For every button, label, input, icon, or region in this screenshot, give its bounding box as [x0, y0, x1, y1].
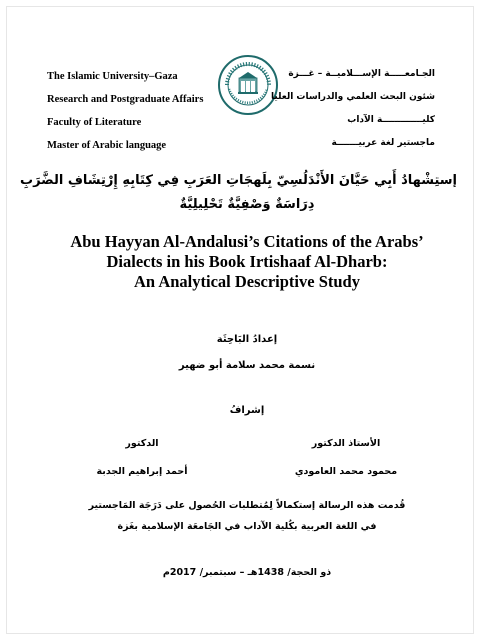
thesis-title-arabic: [20, 169, 457, 217]
faculty-name-en: Faculty of Literature: [47, 117, 142, 128]
header-arabic: [265, 63, 435, 155]
thesis-title-english: [27, 232, 467, 292]
title-ar-line-1: إستِشْهادُ أَبِي حَيَّانَ الأَنْدَلُسِيّ بِلَهجَاتِ العَرَبِ فِي كِتَابِهِ إِرْتِشَافِ الضَّرَبِ: [20, 173, 457, 188]
preparer-label: إعدادُ البَاحِثَة: [216, 334, 278, 345]
document-page: [6, 6, 474, 634]
supervisor-secondary-title: الدكتور: [125, 438, 159, 449]
preparer-block: [107, 327, 387, 379]
program-name-en: Master of Arabic language: [47, 140, 167, 151]
affairs-name-ar: شئون البحث العلمي والدراسات العليا: [271, 92, 435, 102]
submission-line-2: في اللغة العربية بكُلية الآداب في الجَامعَة الإسلامية بغَزة: [117, 521, 377, 532]
university-name-ar: الجـامعـــــة الإســـلاميــة – غـــزة: [288, 69, 435, 79]
faculty-name-ar: كليـــــــــــــة الآداب: [347, 115, 435, 125]
program-name-ar: ماجستير لغة عربيـــــــة: [331, 138, 435, 148]
header-english: [47, 65, 222, 157]
submission-date: ذو الحجة/ 1438هـ – سبتمبر/ 2017م: [162, 567, 332, 578]
affairs-name-en: Research and Postgraduate Affairs: [47, 94, 204, 105]
supervisor-secondary-name: أحمد إبراهيم الجدبة: [96, 466, 188, 477]
supervision-label: إشرافُ: [229, 405, 265, 416]
supervisor-secondary: [67, 430, 217, 486]
submission-line-1: قُدمت هذه الرسالة إستكمالاً لِمُتطلبات الحُصول على دَرَجَة المَاجستير: [88, 500, 406, 511]
supervisor-primary-title: الأستاذ الدكتور: [311, 438, 381, 449]
university-name-en: The Islamic University–Gaza: [47, 71, 178, 82]
title-en-line-1: Abu Hayyan Al-Andalusi’s Citations of the Arabs’: [70, 232, 424, 251]
supervisor-primary-name: محمود محمد العامودي: [294, 466, 398, 477]
title-ar-line-2: دِرَاسَةٌ وَصْفِيَّةٌ تَحْلِيلِيَّةٌ: [179, 197, 315, 212]
supervisor-primary: [271, 430, 421, 486]
preparer-name: نسمة محمد سلامة أبو ضهير: [178, 360, 316, 371]
title-en-line-3: An Analytical Descriptive Study: [134, 272, 360, 291]
submission-statement: [67, 495, 427, 537]
title-en-line-2: Dialects in his Book Irtishaaf Al-Dharb:: [106, 252, 388, 271]
